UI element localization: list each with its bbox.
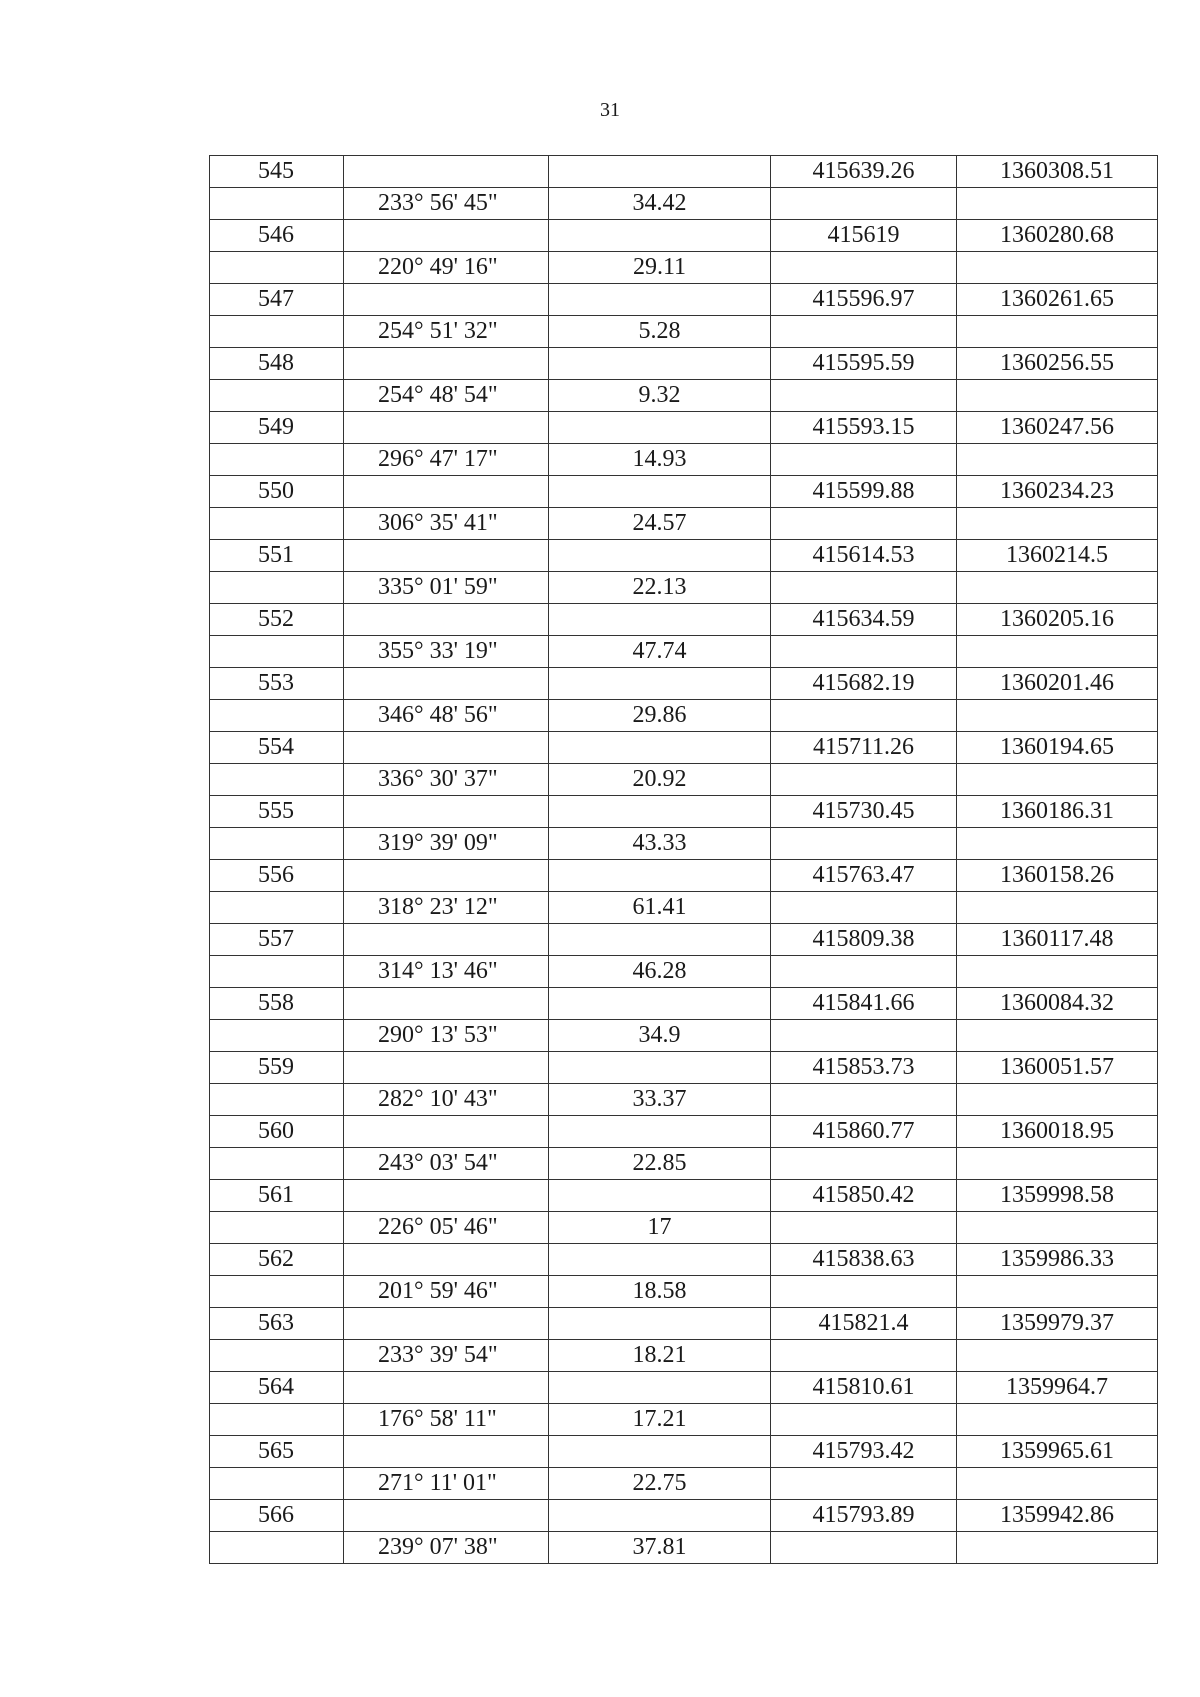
traverse-leg-row	[210, 764, 1158, 796]
easting-cell: 1360018.95	[957, 1116, 1158, 1148]
station-id-cell: 548	[210, 348, 344, 380]
empty-cell	[771, 1212, 957, 1244]
traverse-leg-row	[210, 1532, 1158, 1564]
station-point-row	[210, 412, 1158, 444]
easting-cell: 1360308.51	[957, 156, 1158, 188]
traverse-leg-row	[210, 252, 1158, 284]
empty-cell	[210, 572, 344, 604]
station-point-row	[210, 1052, 1158, 1084]
empty-cell	[957, 636, 1158, 668]
empty-cell	[771, 508, 957, 540]
empty-cell	[344, 284, 549, 316]
empty-cell	[549, 1500, 771, 1532]
empty-cell	[344, 1308, 549, 1340]
empty-cell	[344, 476, 549, 508]
easting-cell: 1360214.5	[957, 540, 1158, 572]
bearing-cell: 233° 56' 45"	[344, 188, 549, 220]
empty-cell	[957, 444, 1158, 476]
empty-cell	[210, 956, 344, 988]
bearing-cell: 346° 48' 56"	[344, 700, 549, 732]
station-id-cell: 556	[210, 860, 344, 892]
station-point-row	[210, 668, 1158, 700]
northing-cell: 415793.89	[771, 1500, 957, 1532]
empty-cell	[344, 220, 549, 252]
empty-cell	[549, 1372, 771, 1404]
station-id-cell: 562	[210, 1244, 344, 1276]
survey-coordinates-table	[209, 155, 1158, 1564]
empty-cell	[210, 188, 344, 220]
station-id-cell: 551	[210, 540, 344, 572]
station-id-cell: 564	[210, 1372, 344, 1404]
station-id-cell: 550	[210, 476, 344, 508]
station-point-row	[210, 1244, 1158, 1276]
bearing-cell: 243° 03' 54"	[344, 1148, 549, 1180]
distance-cell: 14.93	[549, 444, 771, 476]
empty-cell	[957, 700, 1158, 732]
bearing-cell: 254° 48' 54"	[344, 380, 549, 412]
empty-cell	[957, 1148, 1158, 1180]
traverse-leg-row	[210, 1212, 1158, 1244]
station-point-row	[210, 924, 1158, 956]
empty-cell	[771, 1404, 957, 1436]
empty-cell	[344, 1180, 549, 1212]
easting-cell: 1360117.48	[957, 924, 1158, 956]
distance-cell: 47.74	[549, 636, 771, 668]
traverse-leg-row	[210, 828, 1158, 860]
station-id-cell: 555	[210, 796, 344, 828]
empty-cell	[210, 1404, 344, 1436]
northing-cell: 415614.53	[771, 540, 957, 572]
easting-cell: 1360201.46	[957, 668, 1158, 700]
empty-cell	[957, 1276, 1158, 1308]
empty-cell	[549, 796, 771, 828]
empty-cell	[549, 412, 771, 444]
empty-cell	[549, 924, 771, 956]
bearing-cell: 335° 01' 59"	[344, 572, 549, 604]
bearing-cell: 226° 05' 46"	[344, 1212, 549, 1244]
station-point-row	[210, 284, 1158, 316]
station-point-row	[210, 1436, 1158, 1468]
empty-cell	[549, 1244, 771, 1276]
northing-cell: 415639.26	[771, 156, 957, 188]
empty-cell	[771, 1084, 957, 1116]
distance-cell: 22.85	[549, 1148, 771, 1180]
traverse-leg-row	[210, 188, 1158, 220]
bearing-cell: 201° 59' 46"	[344, 1276, 549, 1308]
empty-cell	[210, 892, 344, 924]
station-id-cell: 559	[210, 1052, 344, 1084]
easting-cell: 1360194.65	[957, 732, 1158, 764]
empty-cell	[344, 732, 549, 764]
traverse-leg-row	[210, 1276, 1158, 1308]
empty-cell	[771, 1468, 957, 1500]
northing-cell: 415730.45	[771, 796, 957, 828]
northing-cell: 415853.73	[771, 1052, 957, 1084]
empty-cell	[957, 1084, 1158, 1116]
bearing-cell: 306° 35' 41"	[344, 508, 549, 540]
traverse-leg-row	[210, 572, 1158, 604]
empty-cell	[957, 252, 1158, 284]
northing-cell: 415599.88	[771, 476, 957, 508]
station-point-row	[210, 1116, 1158, 1148]
station-point-row	[210, 1372, 1158, 1404]
bearing-cell: 296° 47' 17"	[344, 444, 549, 476]
empty-cell	[957, 572, 1158, 604]
empty-cell	[771, 380, 957, 412]
easting-cell: 1360234.23	[957, 476, 1158, 508]
easting-cell: 1360261.65	[957, 284, 1158, 316]
easting-cell: 1359942.86	[957, 1500, 1158, 1532]
survey-table-body	[210, 156, 1158, 1564]
empty-cell	[549, 540, 771, 572]
station-id-cell: 561	[210, 1180, 344, 1212]
empty-cell	[344, 860, 549, 892]
empty-cell	[210, 1468, 344, 1500]
empty-cell	[771, 636, 957, 668]
distance-cell: 18.58	[549, 1276, 771, 1308]
empty-cell	[344, 1052, 549, 1084]
traverse-leg-row	[210, 1468, 1158, 1500]
traverse-leg-row	[210, 316, 1158, 348]
empty-cell	[210, 508, 344, 540]
bearing-cell: 319° 39' 09"	[344, 828, 549, 860]
northing-cell: 415619	[771, 220, 957, 252]
empty-cell	[771, 572, 957, 604]
empty-cell	[210, 1276, 344, 1308]
station-point-row	[210, 156, 1158, 188]
northing-cell: 415682.19	[771, 668, 957, 700]
station-id-cell: 560	[210, 1116, 344, 1148]
station-id-cell: 558	[210, 988, 344, 1020]
empty-cell	[957, 892, 1158, 924]
empty-cell	[210, 444, 344, 476]
station-id-cell: 547	[210, 284, 344, 316]
station-id-cell: 549	[210, 412, 344, 444]
traverse-leg-row	[210, 508, 1158, 540]
northing-cell: 415634.59	[771, 604, 957, 636]
empty-cell	[549, 284, 771, 316]
station-point-row	[210, 1308, 1158, 1340]
station-id-cell: 553	[210, 668, 344, 700]
northing-cell: 415841.66	[771, 988, 957, 1020]
empty-cell	[957, 764, 1158, 796]
distance-cell: 18.21	[549, 1340, 771, 1372]
distance-cell: 29.11	[549, 252, 771, 284]
distance-cell: 61.41	[549, 892, 771, 924]
station-point-row	[210, 860, 1158, 892]
bearing-cell: 233° 39' 54"	[344, 1340, 549, 1372]
northing-cell: 415860.77	[771, 1116, 957, 1148]
empty-cell	[957, 1532, 1158, 1564]
bearing-cell: 176° 58' 11"	[344, 1404, 549, 1436]
station-point-row	[210, 732, 1158, 764]
bearing-cell: 239° 07' 38"	[344, 1532, 549, 1564]
bearing-cell: 314° 13' 46"	[344, 956, 549, 988]
easting-cell: 1359965.61	[957, 1436, 1158, 1468]
distance-cell: 24.57	[549, 508, 771, 540]
northing-cell: 415793.42	[771, 1436, 957, 1468]
empty-cell	[957, 188, 1158, 220]
traverse-leg-row	[210, 1404, 1158, 1436]
empty-cell	[771, 444, 957, 476]
empty-cell	[549, 732, 771, 764]
distance-cell: 17.21	[549, 1404, 771, 1436]
station-id-cell: 563	[210, 1308, 344, 1340]
page-number: 31	[600, 99, 620, 121]
distance-cell: 22.13	[549, 572, 771, 604]
empty-cell	[957, 1212, 1158, 1244]
station-id-cell: 565	[210, 1436, 344, 1468]
station-point-row	[210, 1180, 1158, 1212]
empty-cell	[957, 1340, 1158, 1372]
empty-cell	[771, 188, 957, 220]
distance-cell: 20.92	[549, 764, 771, 796]
station-point-row	[210, 540, 1158, 572]
traverse-leg-row	[210, 700, 1158, 732]
distance-cell: 22.75	[549, 1468, 771, 1500]
empty-cell	[210, 828, 344, 860]
empty-cell	[771, 956, 957, 988]
empty-cell	[771, 700, 957, 732]
northing-cell: 415809.38	[771, 924, 957, 956]
traverse-leg-row	[210, 380, 1158, 412]
empty-cell	[210, 1148, 344, 1180]
empty-cell	[344, 1116, 549, 1148]
easting-cell: 1360247.56	[957, 412, 1158, 444]
station-id-cell: 546	[210, 220, 344, 252]
empty-cell	[344, 1372, 549, 1404]
empty-cell	[344, 348, 549, 380]
bearing-cell: 318° 23' 12"	[344, 892, 549, 924]
empty-cell	[344, 924, 549, 956]
bearing-cell: 290° 13' 53"	[344, 1020, 549, 1052]
station-point-row	[210, 476, 1158, 508]
bearing-cell: 254° 51' 32"	[344, 316, 549, 348]
empty-cell	[210, 764, 344, 796]
easting-cell: 1360158.26	[957, 860, 1158, 892]
empty-cell	[344, 988, 549, 1020]
easting-cell: 1360205.16	[957, 604, 1158, 636]
empty-cell	[957, 1468, 1158, 1500]
easting-cell: 1359986.33	[957, 1244, 1158, 1276]
station-point-row	[210, 988, 1158, 1020]
traverse-leg-row	[210, 1020, 1158, 1052]
distance-cell: 34.9	[549, 1020, 771, 1052]
distance-cell: 43.33	[549, 828, 771, 860]
empty-cell	[771, 892, 957, 924]
traverse-leg-row	[210, 444, 1158, 476]
empty-cell	[549, 348, 771, 380]
empty-cell	[549, 860, 771, 892]
empty-cell	[957, 380, 1158, 412]
station-point-row	[210, 1500, 1158, 1532]
empty-cell	[771, 1148, 957, 1180]
easting-cell: 1360051.57	[957, 1052, 1158, 1084]
northing-cell: 415596.97	[771, 284, 957, 316]
distance-cell: 9.32	[549, 380, 771, 412]
empty-cell	[771, 252, 957, 284]
traverse-leg-row	[210, 892, 1158, 924]
distance-cell: 5.28	[549, 316, 771, 348]
empty-cell	[344, 604, 549, 636]
northing-cell: 415763.47	[771, 860, 957, 892]
empty-cell	[210, 1340, 344, 1372]
empty-cell	[957, 956, 1158, 988]
empty-cell	[210, 700, 344, 732]
empty-cell	[771, 1276, 957, 1308]
empty-cell	[957, 828, 1158, 860]
northing-cell: 415850.42	[771, 1180, 957, 1212]
empty-cell	[344, 540, 549, 572]
empty-cell	[957, 1020, 1158, 1052]
empty-cell	[344, 1500, 549, 1532]
empty-cell	[210, 1020, 344, 1052]
traverse-leg-row	[210, 956, 1158, 988]
empty-cell	[210, 636, 344, 668]
empty-cell	[549, 220, 771, 252]
distance-cell: 46.28	[549, 956, 771, 988]
empty-cell	[957, 1404, 1158, 1436]
empty-cell	[771, 828, 957, 860]
empty-cell	[344, 796, 549, 828]
station-point-row	[210, 604, 1158, 636]
empty-cell	[344, 1244, 549, 1276]
empty-cell	[549, 1436, 771, 1468]
empty-cell	[549, 1180, 771, 1212]
easting-cell: 1360084.32	[957, 988, 1158, 1020]
station-id-cell: 545	[210, 156, 344, 188]
distance-cell: 29.86	[549, 700, 771, 732]
distance-cell: 37.81	[549, 1532, 771, 1564]
station-point-row	[210, 796, 1158, 828]
station-point-row	[210, 348, 1158, 380]
distance-cell: 33.37	[549, 1084, 771, 1116]
bearing-cell: 336° 30' 37"	[344, 764, 549, 796]
empty-cell	[771, 764, 957, 796]
northing-cell: 415821.4	[771, 1308, 957, 1340]
empty-cell	[771, 1020, 957, 1052]
empty-cell	[210, 1532, 344, 1564]
empty-cell	[549, 988, 771, 1020]
traverse-leg-row	[210, 1340, 1158, 1372]
northing-cell: 415711.26	[771, 732, 957, 764]
traverse-leg-row	[210, 1084, 1158, 1116]
empty-cell	[344, 668, 549, 700]
empty-cell	[549, 1052, 771, 1084]
easting-cell: 1360280.68	[957, 220, 1158, 252]
empty-cell	[771, 316, 957, 348]
empty-cell	[210, 1084, 344, 1116]
empty-cell	[957, 508, 1158, 540]
empty-cell	[210, 1212, 344, 1244]
northing-cell: 415595.59	[771, 348, 957, 380]
empty-cell	[210, 316, 344, 348]
empty-cell	[344, 412, 549, 444]
station-id-cell: 557	[210, 924, 344, 956]
empty-cell	[771, 1340, 957, 1372]
bearing-cell: 220° 49' 16"	[344, 252, 549, 284]
easting-cell: 1360256.55	[957, 348, 1158, 380]
station-id-cell: 552	[210, 604, 344, 636]
empty-cell	[344, 156, 549, 188]
distance-cell: 34.42	[549, 188, 771, 220]
station-point-row	[210, 220, 1158, 252]
northing-cell: 415810.61	[771, 1372, 957, 1404]
distance-cell: 17	[549, 1212, 771, 1244]
easting-cell: 1359979.37	[957, 1308, 1158, 1340]
empty-cell	[549, 1116, 771, 1148]
northing-cell: 415593.15	[771, 412, 957, 444]
empty-cell	[549, 156, 771, 188]
empty-cell	[957, 316, 1158, 348]
empty-cell	[549, 668, 771, 700]
bearing-cell: 355° 33' 19"	[344, 636, 549, 668]
station-id-cell: 554	[210, 732, 344, 764]
traverse-leg-row	[210, 1148, 1158, 1180]
empty-cell	[549, 604, 771, 636]
empty-cell	[344, 1436, 549, 1468]
easting-cell: 1360186.31	[957, 796, 1158, 828]
empty-cell	[549, 1308, 771, 1340]
empty-cell	[210, 252, 344, 284]
bearing-cell: 282° 10' 43"	[344, 1084, 549, 1116]
station-id-cell: 566	[210, 1500, 344, 1532]
northing-cell: 415838.63	[771, 1244, 957, 1276]
bearing-cell: 271° 11' 01"	[344, 1468, 549, 1500]
empty-cell	[210, 380, 344, 412]
easting-cell: 1359998.58	[957, 1180, 1158, 1212]
empty-cell	[771, 1532, 957, 1564]
traverse-leg-row	[210, 636, 1158, 668]
empty-cell	[549, 476, 771, 508]
easting-cell: 1359964.7	[957, 1372, 1158, 1404]
